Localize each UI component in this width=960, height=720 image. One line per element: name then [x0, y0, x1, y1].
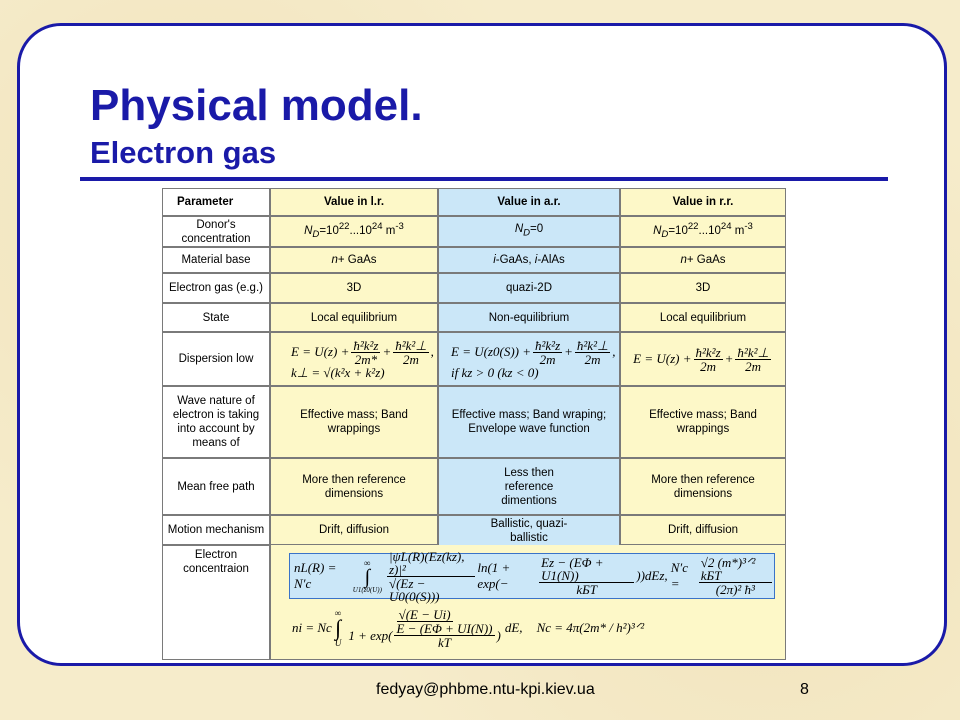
header-parameter: Parameter [162, 188, 270, 216]
rr-motion: Drift, diffusion [620, 515, 786, 545]
formula-ballistic-concentration: nL(R) = N′c ∞ ∫ U1(z0(U)) $\frac{\text{|ψL(R)(Ez(kz), z)|²}}{√(Ez - U0(0(S)))}$ ln(1 + exp(− $\frac{Ez - (E\Phi + U1(N))}{\text{kБT}}$ ))dEz, N′c = $\frac{\text{√2 (m*)³ᐟ² kБT}}{\text{(2π)² ħ³}}$ [289, 553, 775, 599]
rr-electron-gas: 3D [620, 273, 786, 303]
rr-state: Local equilibrium [620, 303, 786, 332]
param-motion: Motion mechanism [162, 515, 270, 545]
page-number: 8 [800, 681, 809, 698]
ar-material: i-GaAs, i-AlAs [438, 247, 620, 273]
header-ar: Value in a.r. [438, 188, 620, 216]
ar-mean-free-path: Less then reference dimentions [438, 458, 620, 515]
param-material: Material base [162, 247, 270, 273]
lr-wave-nature: Effective mass; Band wrappings [270, 386, 438, 458]
param-concentration: Electron concentraion [162, 545, 270, 660]
title-underline [80, 177, 888, 181]
slide-title: Physical model. [90, 81, 423, 130]
ar-state: Non-equilibrium [438, 303, 620, 332]
rr-dispersion: E = U(z) + $\frac{\text{ħ²k²z}}{2m}$ + $\frac{\text{ħ²k²⊥}}{2m}$ [620, 332, 786, 386]
param-wave-nature: Wave nature of electron is taking into account by means of [162, 386, 270, 458]
lr-motion: Drift, diffusion [270, 515, 438, 545]
param-electron-gas: Electron gas (e.g.) [162, 273, 270, 303]
param-state: State [162, 303, 270, 332]
ar-wave-nature: Effective mass; Band wraping; Envelope wave function [438, 386, 620, 458]
header-lr: Value in l.r. [270, 188, 438, 216]
slide-subtitle: Electron gas [90, 135, 277, 170]
ar-electron-gas: quazi-2D [438, 273, 620, 303]
ar-donor: $N_D=0$ [438, 216, 620, 247]
formula-diffusive-concentration: ni = Nc ∞ ∫ U √(E − Ui) 1 + exp( $\frac{E - (E\Phi + UI(N))}{kT}$ ) dE, Nc = 4π(2m* / h²)³ᐟ² [292, 606, 645, 650]
lr-donor: $N_D=10^{22}...10^{24}$ $m^{-3}$ [270, 216, 438, 247]
header-rr: Value in r.r. [620, 188, 786, 216]
param-mean-free-path: Mean free path [162, 458, 270, 515]
rr-wave-nature: Effective mass; Band wrappings [620, 386, 786, 458]
rr-donor: $N_D=10^{22}...10^{24}$ $m^{-3}$ [620, 216, 786, 247]
lr-state: Local equilibrium [270, 303, 438, 332]
lr-dispersion: E = U(z) + $\frac{\text{ħ²k²z}}{2m*}$ + $\frac{\text{ħ²k²⊥}}{2m}$ , k⊥ = √(k²x + k²z) [270, 332, 438, 386]
lr-material: n+ GaAs [270, 247, 438, 273]
ar-dispersion: E = U(z0(S)) + $\frac{\text{ħ²k²z}}{2m}$ + $\frac{\text{ħ²k²⊥}}{2m}$ , if kz > 0 (kz < 0) [438, 332, 620, 386]
footer-email: fedyay@phbme.ntu-kpi.kiev.ua [376, 681, 595, 698]
lr-mean-free-path: More then reference dimensions [270, 458, 438, 515]
rr-mean-free-path: More then reference dimensions [620, 458, 786, 515]
param-donor: Donor's concentration [162, 216, 270, 247]
rr-material: n+ GaAs [620, 247, 786, 273]
param-dispersion: Dispersion low [162, 332, 270, 386]
lr-electron-gas: 3D [270, 273, 438, 303]
ar-motion: Ballistic, quazi-ballistic [438, 515, 620, 552]
